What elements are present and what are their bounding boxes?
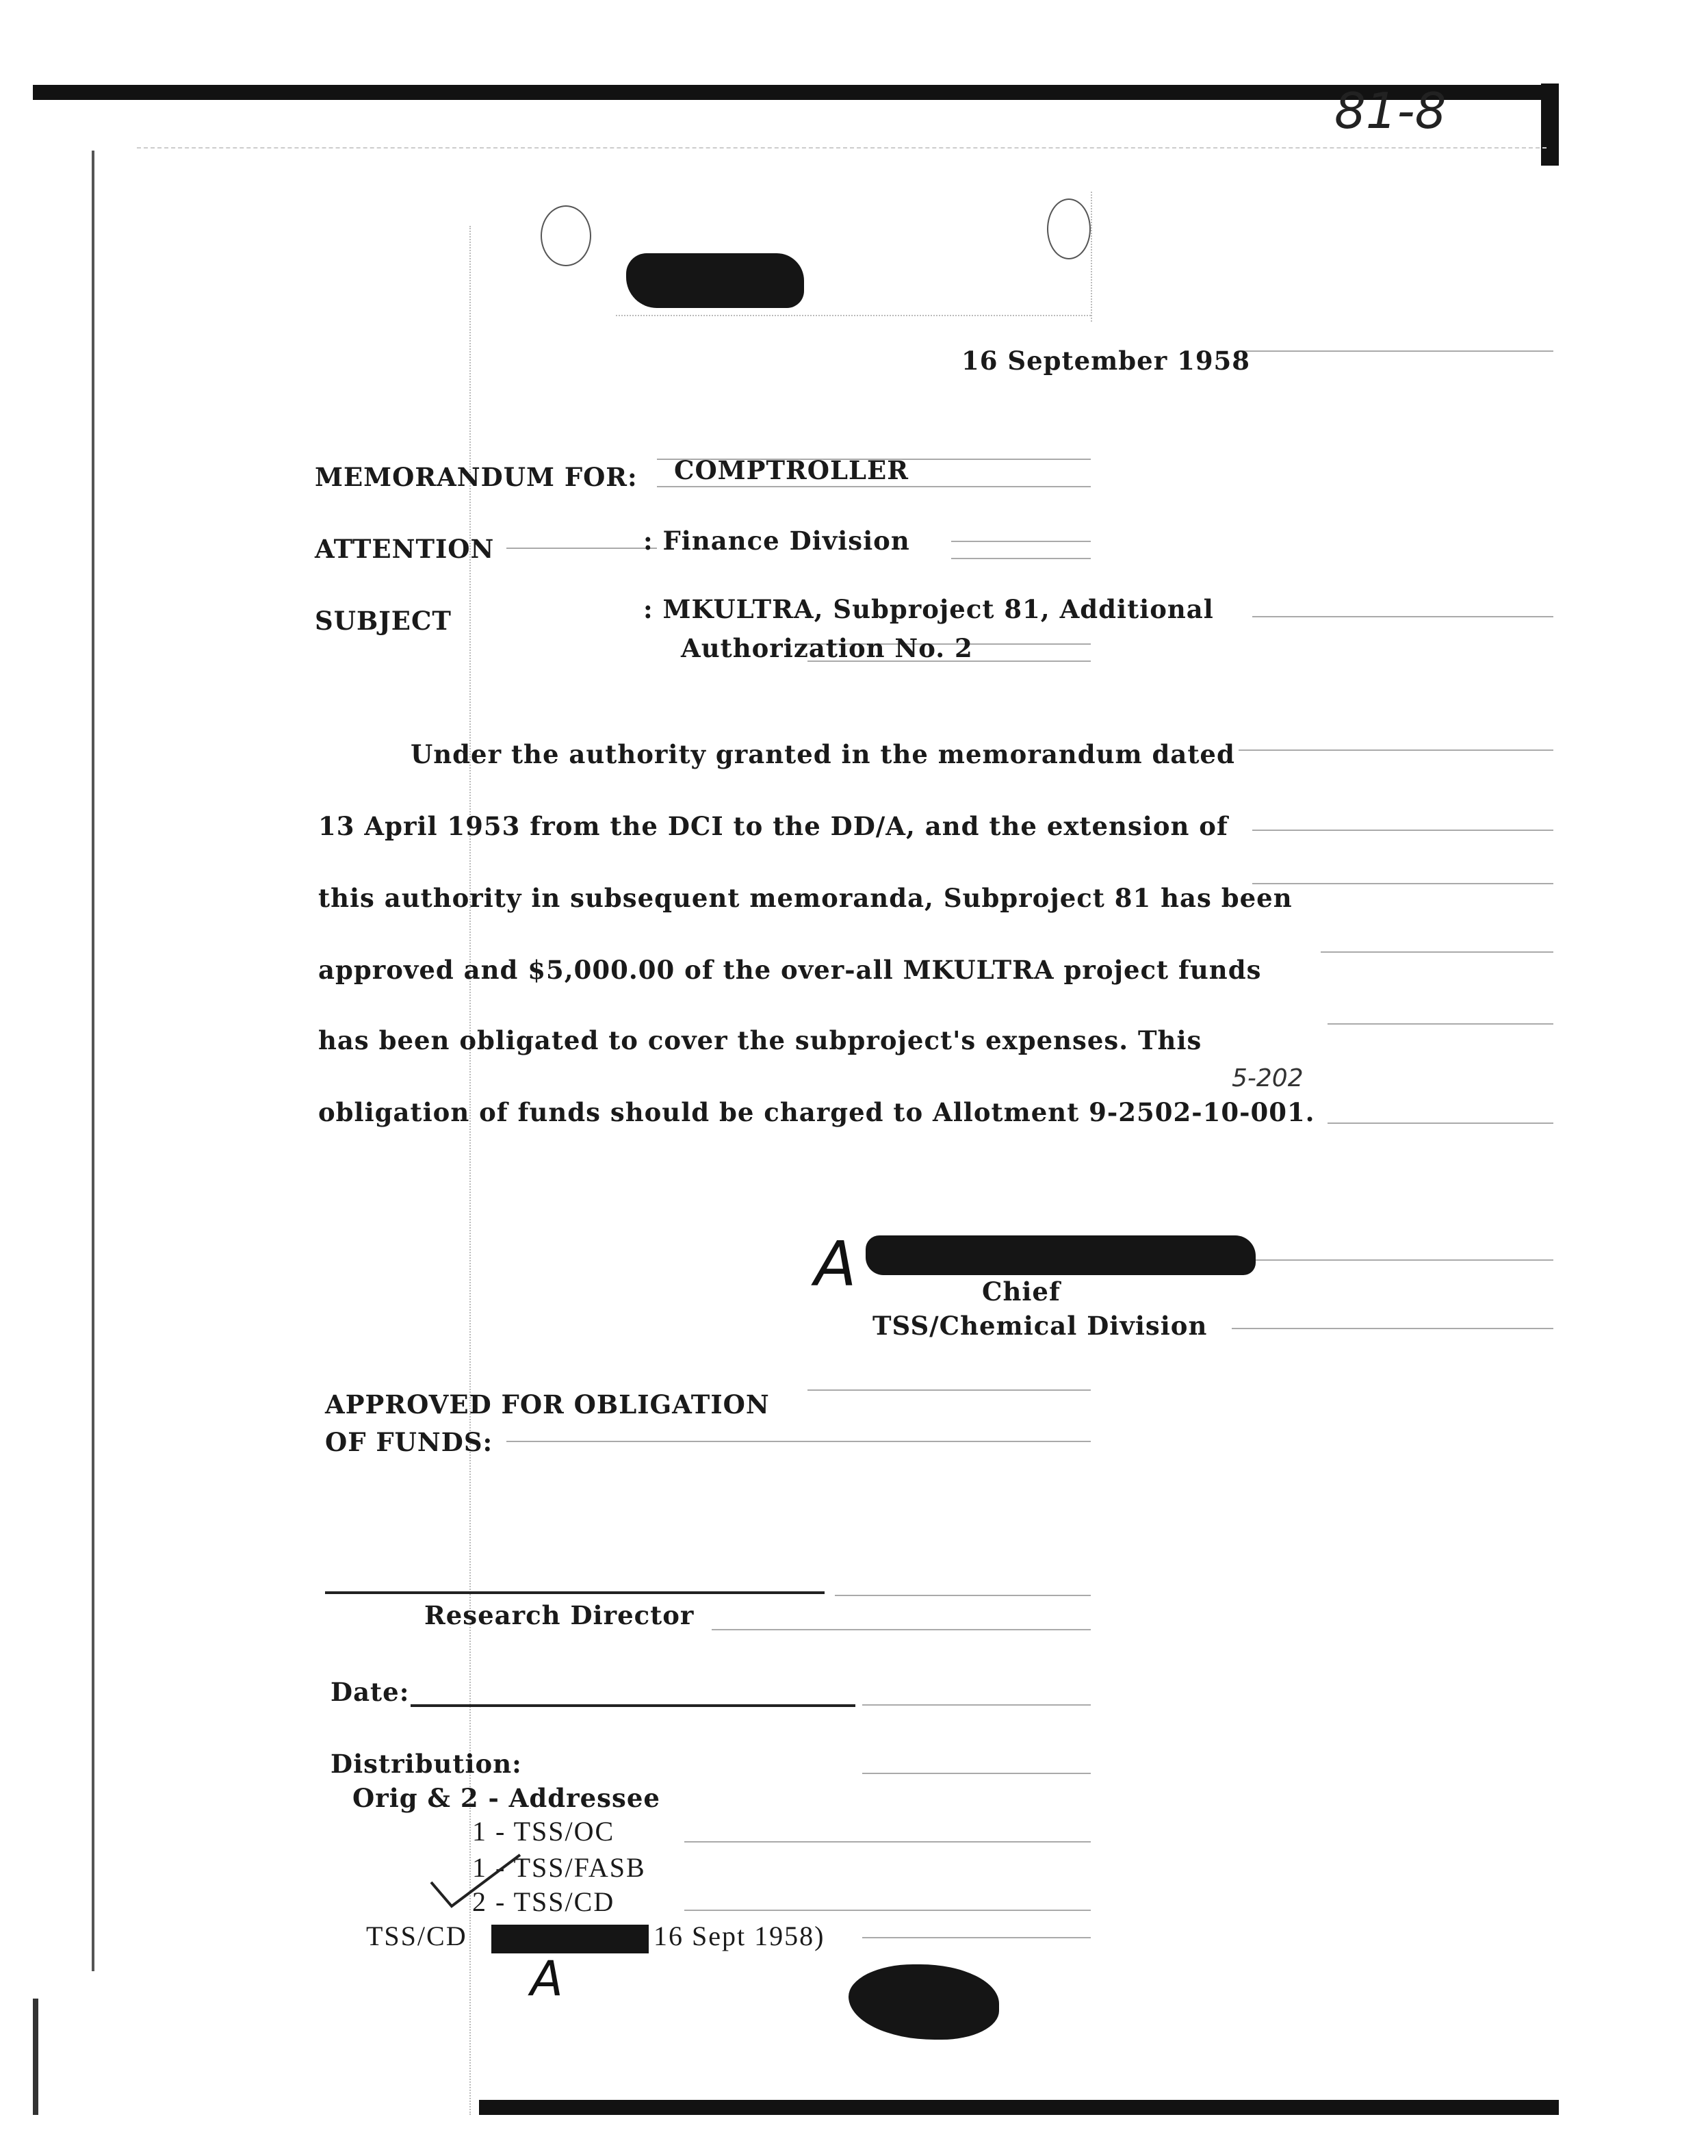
- date-line: [411, 1704, 855, 1707]
- guide-line: [862, 1937, 1091, 1938]
- attention-label: ATTENTION: [315, 534, 495, 564]
- originator-suffix: 16 Sept 1958): [654, 1921, 825, 1951]
- guide-line: [862, 1704, 1091, 1706]
- guide-line: [951, 541, 1091, 542]
- guide-line: [835, 1595, 1091, 1596]
- scan-right-border: [1541, 84, 1559, 166]
- signature-mark: A: [814, 1229, 857, 1300]
- research-director-label: Research Director: [424, 1600, 695, 1630]
- approval-line-2: OF FUNDS:: [325, 1427, 493, 1457]
- body-line: approved and $5,000.00 of the over-all MKULTRA project funds: [318, 955, 1262, 985]
- distribution-item: Orig & 2 - Addressee: [352, 1783, 660, 1813]
- memorandum-for-label: MEMORANDUM FOR:: [315, 462, 638, 492]
- signature-division: TSS/Chemical Division: [872, 1311, 1208, 1341]
- guide-line: [1328, 1122, 1553, 1124]
- bottom-redaction: [849, 1964, 999, 2040]
- punch-hole: [541, 205, 591, 266]
- guide-line: [1252, 616, 1553, 617]
- originator-redaction: [491, 1925, 649, 1953]
- page-number: 81-8: [1334, 82, 1447, 140]
- guide-line: [1239, 350, 1553, 352]
- body-line: obligation of funds should be charged to Allotment 9-2502-10-001.: [318, 1097, 1315, 1127]
- guide-line: [616, 315, 1091, 316]
- guide-line: [862, 1773, 1091, 1774]
- scan-top-border: [33, 85, 1559, 100]
- distribution-item: 1 - TSS/FASB: [472, 1852, 646, 1883]
- guide-line: [951, 558, 1091, 559]
- guide-line: [1232, 1328, 1553, 1329]
- redaction-block: [626, 253, 804, 308]
- guide-line: [1252, 883, 1553, 884]
- approval-line-1: APPROVED FOR OBLIGATION: [325, 1389, 770, 1420]
- memorandum-for-value: COMPTROLLER: [674, 455, 909, 485]
- guide-vertical-line: [469, 226, 471, 2115]
- guide-line: [1252, 830, 1553, 831]
- guide-line: [1321, 951, 1553, 953]
- scan-bottom-border: [479, 2100, 1559, 2115]
- scan-left-edge-bottom: [33, 1999, 38, 2115]
- guide-line: [1328, 1023, 1553, 1025]
- guide-line: [137, 147, 1547, 149]
- date-label: Date:: [331, 1677, 410, 1707]
- distribution-item: 1 - TSS/OC: [472, 1816, 615, 1847]
- body-line: 13 April 1953 from the DCI to the DD/A, and the extension of: [318, 811, 1228, 841]
- signature-title: Chief: [982, 1276, 1061, 1307]
- subject-line-2: Authorization No. 2: [681, 633, 973, 663]
- guide-line: [506, 548, 657, 549]
- guide-vertical-line: [1091, 192, 1092, 322]
- guide-line: [506, 1441, 1091, 1442]
- checkmark-icon: [424, 1848, 527, 1916]
- subject-label: SUBJECT: [315, 606, 452, 636]
- memo-date: 16 September 1958: [961, 346, 1251, 376]
- bottom-mark: A: [530, 1951, 563, 2007]
- body-line: has been obligated to cover the subproject's expenses. This: [318, 1025, 1202, 1055]
- guide-line: [657, 486, 1091, 487]
- handwritten-correction: 5-202: [1232, 1064, 1304, 1092]
- guide-line: [807, 1389, 1091, 1391]
- signature-line: [325, 1591, 825, 1594]
- punch-hole: [1047, 198, 1091, 259]
- body-line: this authority in subsequent memoranda, Subproject 81 has been: [318, 883, 1293, 913]
- attention-value: : Finance Division: [643, 526, 910, 556]
- guide-line: [684, 1841, 1091, 1843]
- scan-left-border: [92, 151, 94, 1971]
- originator-prefix: TSS/CD: [366, 1921, 467, 1951]
- body-line: Under the authority granted in the memorandum dated: [411, 739, 1235, 769]
- distribution-item: 2 - TSS/CD: [472, 1886, 615, 1917]
- guide-line: [1239, 749, 1553, 751]
- guide-line: [712, 1629, 1091, 1630]
- subject-line-1: : MKULTRA, Subproject 81, Additional: [643, 594, 1214, 624]
- distribution-label: Distribution:: [331, 1749, 522, 1779]
- signature-redaction: [866, 1235, 1256, 1275]
- guide-line: [684, 1910, 1091, 1911]
- guide-line: [1232, 1259, 1553, 1261]
